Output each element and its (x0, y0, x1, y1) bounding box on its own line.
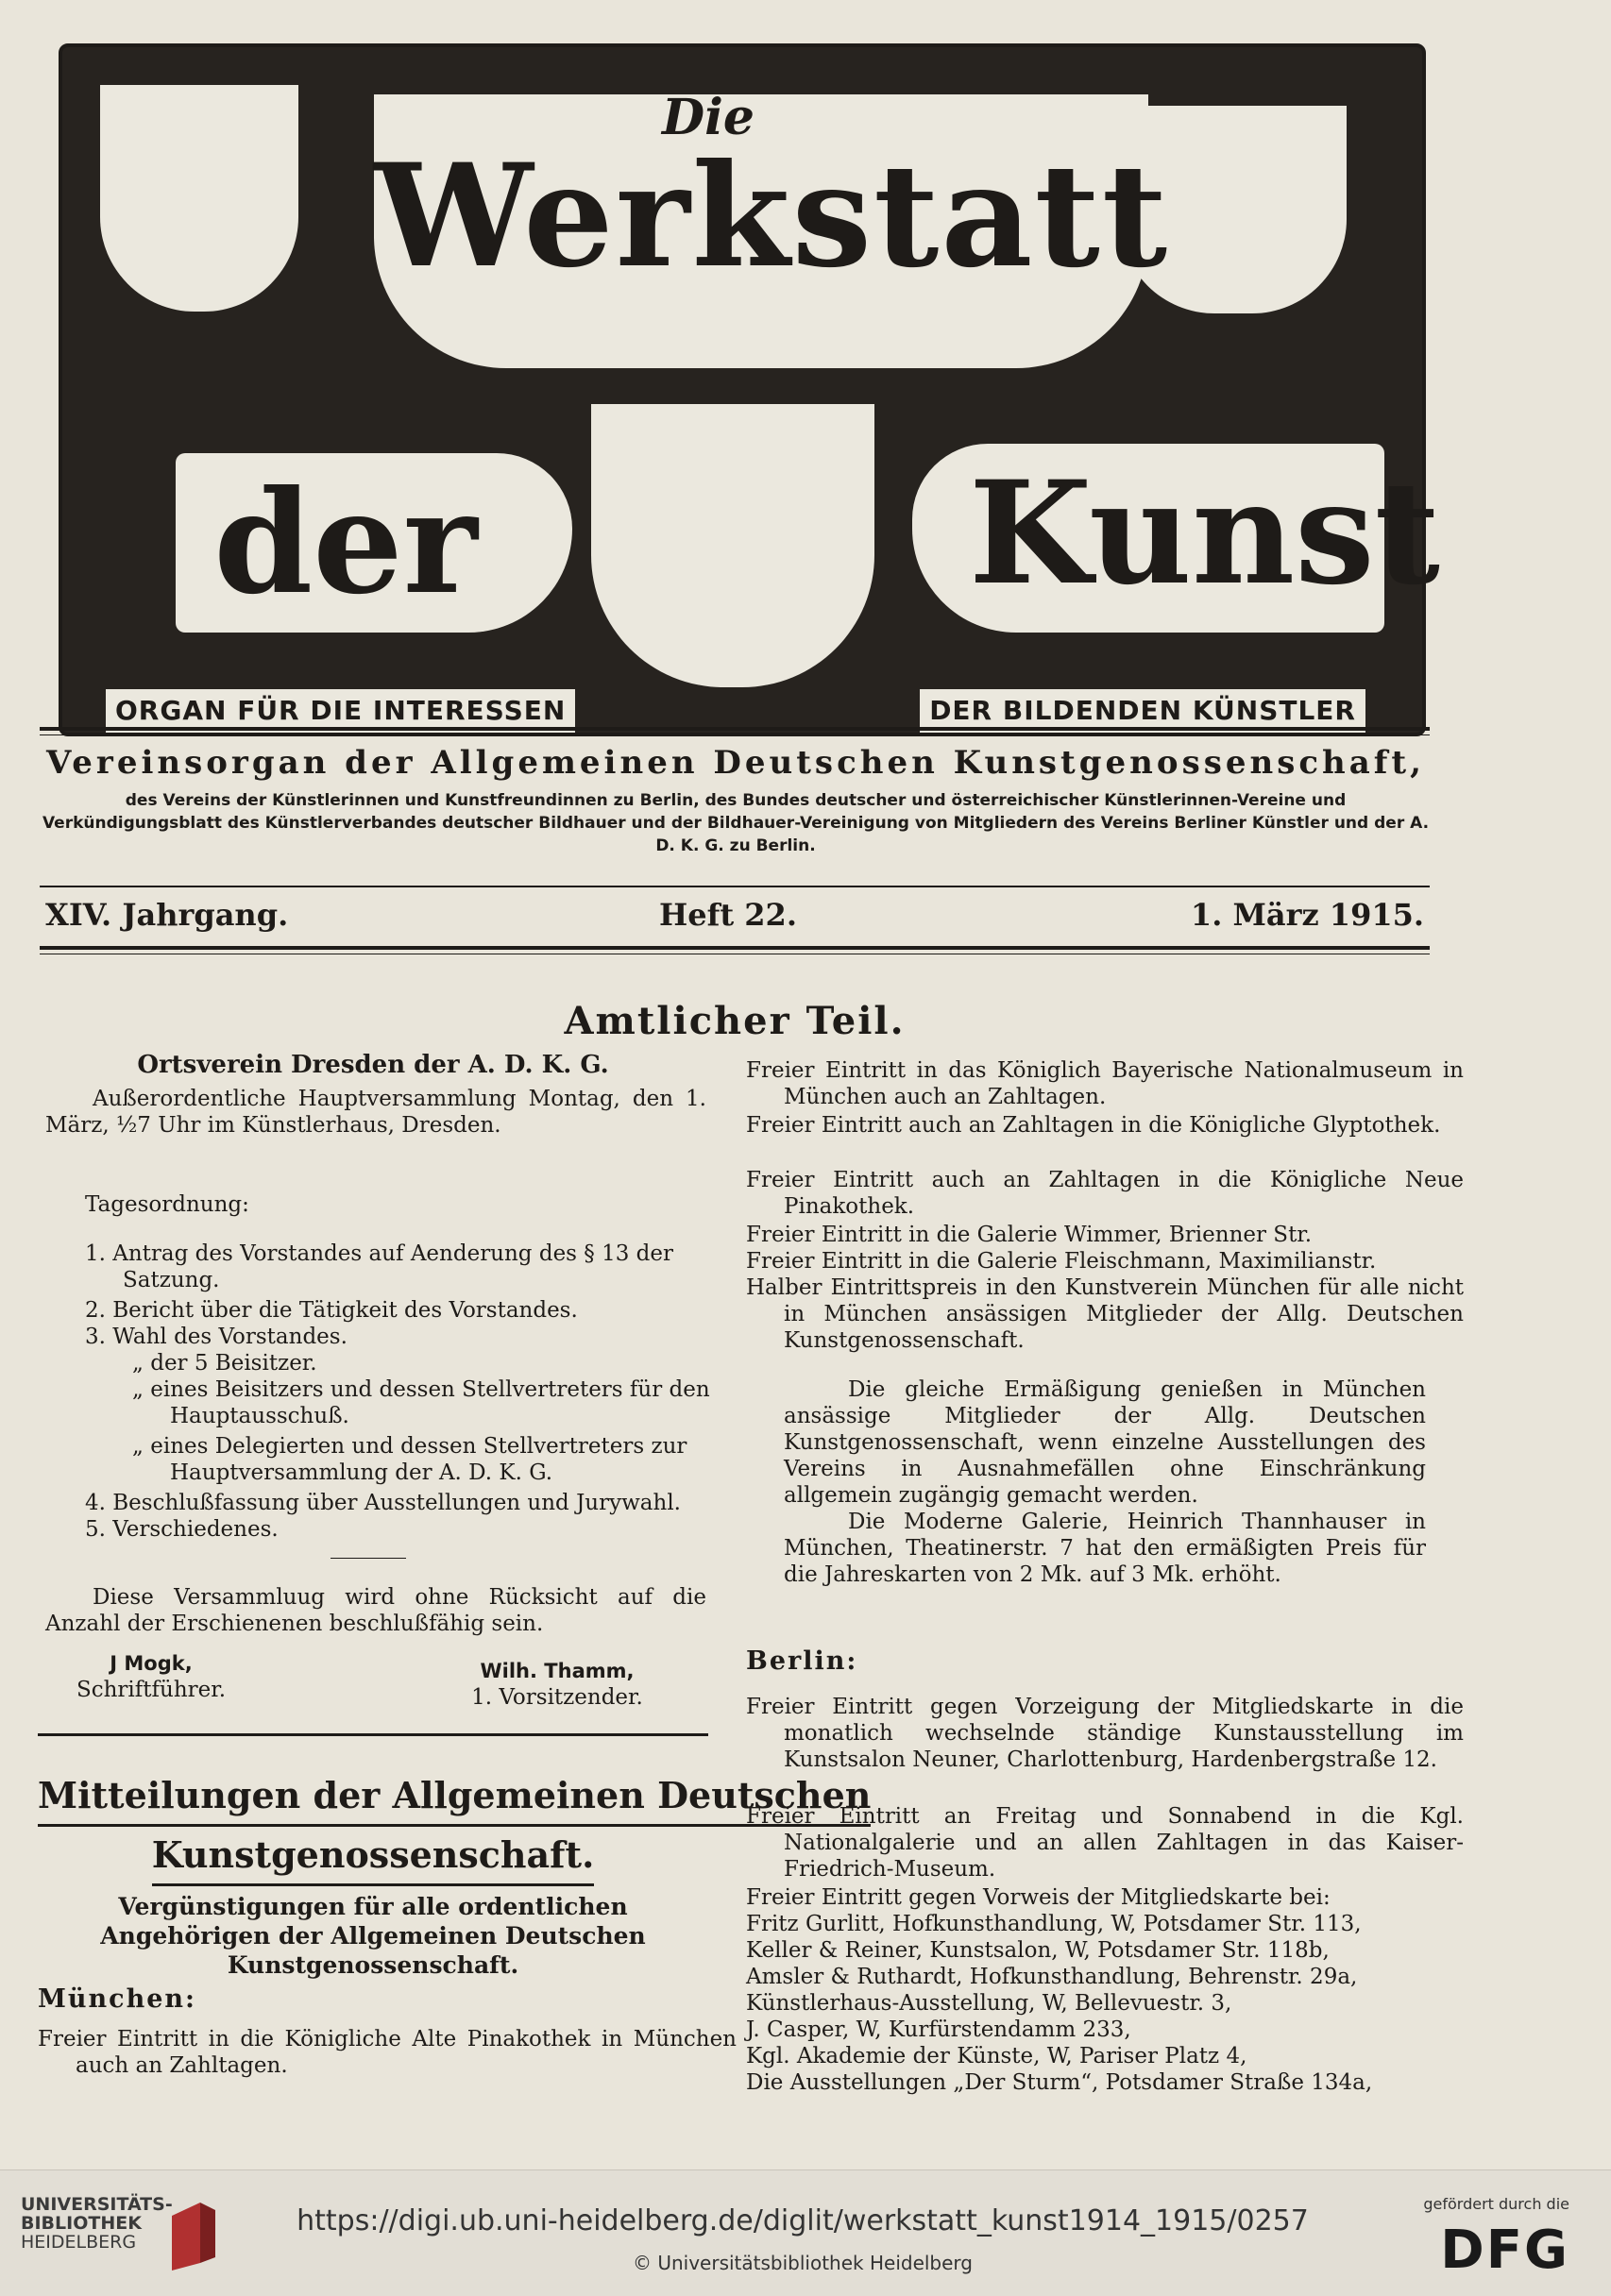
venue-item: Keller & Reiner, Kunstsalon, W, Potsdamer Str. 118b, (746, 1938, 1330, 1963)
benefit-item: Freier Eintritt auch an Zahltagen in die Königliche Glyptothek. (746, 1113, 1441, 1138)
agenda-item: 3. Wahl des Vorstandes. (85, 1325, 348, 1349)
announcement-line: Kunstgenossenschaft. (152, 1827, 595, 1886)
meeting-intro: Außerordentliche Hauptversammlung Montag, den 1. März, ½7 Uhr im Künstlerhaus, Dresden. (45, 1087, 706, 1138)
title-kunst: Kunst (969, 450, 1440, 616)
center-panel (591, 404, 874, 687)
agenda-label: Tagesordnung: (85, 1192, 249, 1217)
copyright-notice: © Universitätsbibliothek Heidelberg (632, 2252, 973, 2274)
benefit-item: Freier Eintritt in das Königlich Bayerische Nationalmuseum in München auch an Zahltagen. (746, 1058, 1464, 1109)
issue-date: 1. März 1915. (1190, 897, 1424, 933)
benefit-item: Freier Eintritt in die Galerie Wimmer, Brienner Str. (746, 1223, 1313, 1247)
venue-item: Fritz Gurlitt, Hofkunsthandlung, W, Potsdamer Str. 113, (746, 1912, 1362, 1936)
agenda-item: 2. Bericht über die Tätigkeit des Vorstandes. (85, 1298, 578, 1323)
masthead-ornament (59, 43, 1440, 736)
benefit-item: Freier Eintritt in die Königliche Alte Pinakothek in München auch an Zahltagen. (38, 2027, 737, 2078)
benefit-item: Freier Eintritt an Freitag und Sonnabend in die Kgl. Nationalgalerie und an allen Zahltagen in das Kaiser-Friedrich-Museum. (746, 1804, 1464, 1882)
signature-name: Wilh. Thamm, (480, 1660, 635, 1682)
announcement-heading (38, 1767, 872, 1886)
announcement-line: Mitteilungen der Allgemeinen Deutschen (38, 1767, 871, 1827)
divider (331, 1558, 406, 1559)
city-heading-muenchen: München: (38, 1984, 196, 2014)
agenda-item: 5. Verschiedenes. (85, 1517, 279, 1542)
left-top-panel (100, 85, 298, 312)
benefits-heading: Vergünstigungen für alle ordentlichen Angehörigen der Allgemeinen Deutschen Kunstgenossenschaft. (100, 1893, 646, 1979)
benefit-item: Freier Eintritt gegen Vorzeigung der Mitgliedskarte in die monatlich wechselnde ständige Kunstausstellung im Kunstsalon Neuner, Charlottenburg, Hardenbergstraße 12. (746, 1695, 1464, 1772)
subtitle: Vereinsorgan der Allgemeinen Deutschen Kunstgenossenschaft, (46, 744, 1425, 782)
library-name (21, 2195, 173, 2252)
venue-item: J. Casper, W, Kurfürstendamm 233, (746, 2017, 1131, 2042)
signature-role: 1. Vorsitzender. (471, 1685, 643, 1710)
title-die: Die (662, 89, 755, 146)
city-heading-berlin: Berlin: (746, 1646, 858, 1676)
library-name-line: HEIDELBERG (21, 2232, 137, 2253)
rule (40, 946, 1430, 950)
rule (40, 727, 1430, 731)
funding-label: gefördert durch die (1423, 2195, 1569, 2213)
rule (40, 886, 1430, 887)
benefit-item: Halber Eintrittspreis in den Kunstverein München für alle nicht in München ansässigen Mitglieder der Allg. Deutschen Kunstgenossenschaft. (746, 1275, 1464, 1353)
benefit-item: Freier Eintritt gegen Vorweis der Mitgliedskarte bei: (746, 1885, 1331, 1910)
agenda-item: 4. Beschlußfassung über Ausstellungen und Jurywahl. (85, 1491, 681, 1515)
closing-note: Diese Versammluug wird ohne Rücksicht auf die Anzahl der Erschienenen beschlußfähig sein. (45, 1585, 706, 1636)
title-werkstatt: Werkstatt (374, 133, 1170, 299)
dfg-logo: DFG (1440, 2220, 1569, 2281)
agenda-item: „ der 5 Beisitzer. (132, 1351, 317, 1376)
source-url-link[interactable]: https://digi.ub.uni-heidelberg.de/diglit/werkstatt_kunst1914_1915/0257 (297, 2204, 1309, 2237)
venue-item: Die Ausstellungen „Der Sturm“, Potsdamer Straße 134a, (746, 2070, 1373, 2095)
signature-role: Schriftführer. (76, 1678, 227, 1702)
benefit-item: Freier Eintritt in die Galerie Fleischmann, Maximilianstr. (746, 1249, 1377, 1274)
issue-row (45, 897, 1424, 940)
benefit-item: Freier Eintritt auch an Zahltagen in die Königliche Neue Pinakothek. (746, 1168, 1464, 1219)
venue-item: Künstlerhaus-Ausstellung, W, Bellevuestr. 3, (746, 1991, 1232, 2016)
paragraph: Die gleiche Ermäßigung genießen in München ansässige Mitglieder der Allg. Deutschen Kunstgenossenschaft, wenn einzelne Ausstellungen des Vereins in Ausnahmefällen ohne Einschränkung allgemein zugängig gemacht werden. (784, 1377, 1426, 1508)
agenda-item: „ eines Delegierten und dessen Stellvertreters zur Hauptversammlung der A. D. K. G. (132, 1434, 687, 1485)
library-logo-icon (162, 2197, 223, 2272)
divider (38, 1733, 708, 1736)
paragraph: Die Moderne Galerie, Heinrich Thannhauser in München, Theatinerstr. 7 hat den ermäßigten Preis für die Jahreskarten von 2 Mk. auf 3 Mk. erhöht. (784, 1510, 1426, 1587)
footer-bar (0, 2169, 1611, 2296)
left-heading: Ortsverein Dresden der A. D. K. G. (137, 1051, 609, 1079)
organ-left-label: ORGAN FÜR DIE INTERESSEN (106, 689, 575, 733)
subtitle-small: des Vereins der Künstlerinnen und Kunstfreundinnen zu Berlin, des Bundes deutscher und österreichischer Künstlerinnen-Vereine und Verkündigungsblatt des Künstlerverbandes deutscher Bildhauer und der Bildhauer-Vereinigung von Mitgliedern des Vereins Berliner Künstler und der A. D. K. G. zu Berlin. (42, 791, 1430, 855)
organ-right-label: DER BILDENDEN KÜNSTLER (920, 689, 1365, 733)
signature-name: J Mogk, (110, 1652, 193, 1675)
agenda-item: 1. Antrag des Vorstandes auf Aenderung des § 13 der Satzung. (85, 1241, 674, 1292)
library-name-line: UNIVERSITÄTS- (21, 2194, 173, 2215)
issue-year: XIV. Jahrgang. (45, 897, 289, 933)
issue-number: Heft 22. (659, 897, 797, 933)
venue-item: Amsler & Ruthardt, Hofkunsthandlung, Behrenstr. 29a, (746, 1965, 1358, 1989)
title-der: der (213, 460, 478, 626)
library-name-line: BIBLIOTHEK (21, 2213, 142, 2234)
venue-item: Kgl. Akademie der Künste, W, Pariser Platz 4, (746, 2044, 1247, 2068)
agenda-item: „ eines Beisitzers und dessen Stellvertreters für den Hauptausschuß. (132, 1377, 710, 1428)
section-title: Amtlicher Teil. (564, 999, 906, 1043)
rule (40, 734, 1430, 735)
